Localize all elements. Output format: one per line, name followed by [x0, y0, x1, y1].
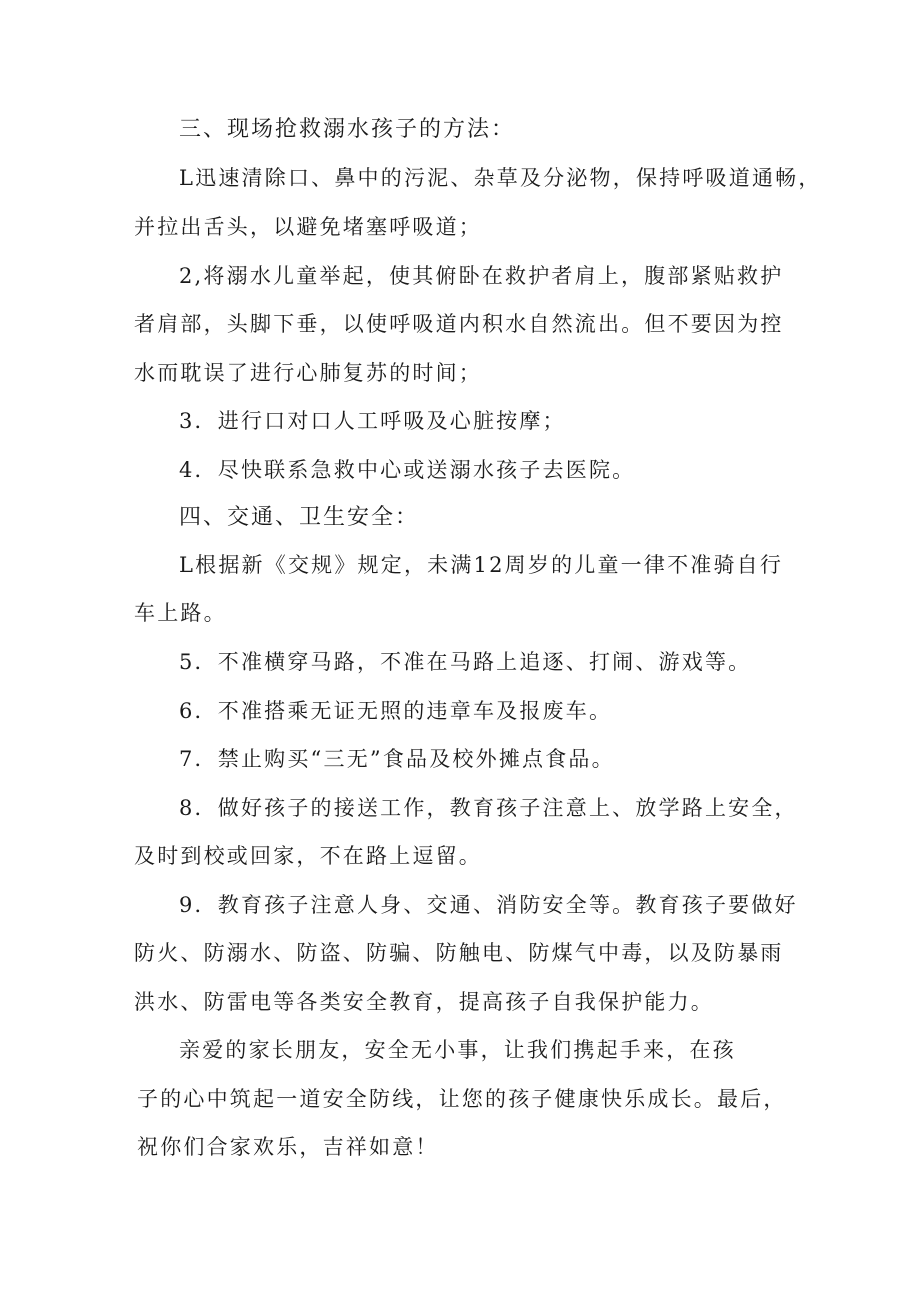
paragraph-line: 防火、防溺水、防盗、防骗、防触电、防煤气中毒，以及防暴雨	[134, 941, 784, 965]
paragraph-line: 7．禁止购买“三无”食品及校外摊点食品。	[179, 747, 615, 771]
paragraph-line: 9．教育孩子注意人身、交通、消防安全等。教育孩子要做好	[179, 893, 798, 917]
paragraph-line: 者肩部，头脚下垂，以使呼吸道内积水自然流出。但不要因为控	[134, 312, 784, 336]
paragraph-line: L根据新《交规》规定，未满12周岁的儿童一律不准骑自行	[179, 553, 784, 577]
paragraph-line: 祝你们合家欢乐，吉祥如意！	[137, 1135, 439, 1159]
paragraph-line: 及时到校或回家，不在路上逗留。	[134, 844, 482, 868]
paragraph-line: 8．做好孩子的接送工作，教育孩子注意上、放学路上安全，	[179, 796, 798, 820]
paragraph-line: 车上路。	[134, 601, 227, 625]
paragraph-line: 亲爱的家长朋友，安全无小事，让我们携起手来，在孩	[179, 1038, 736, 1062]
paragraph-line: 水而耽误了进行心肺复苏的时间；	[134, 361, 482, 385]
paragraph-line: 2,将溺水儿童举起，使其俯卧在救护者肩上，腹部紧贴救护	[179, 264, 784, 288]
paragraph-line: 洪水、防雷电等各类安全教育，提高孩子自我保护能力。	[134, 990, 714, 1014]
paragraph-line: 子的心中筑起一道安全防线，让您的孩子健康快乐成长。最后，	[137, 1087, 787, 1111]
paragraph-line: 6．不准搭乘无证无照的违章车及报废车。	[179, 699, 613, 723]
paragraph-line: 并拉出舌头，以避免堵塞呼吸道；	[134, 215, 482, 239]
section-heading-traffic: 四、交通、卫生安全：	[179, 505, 420, 530]
paragraph-line: 3．进行口对口人工呼吸及心脏按摩；	[179, 409, 566, 433]
paragraph-line: 5．不准横穿马路，不准在马路上追逐、打闹、游戏等。	[179, 650, 752, 674]
section-heading-rescue: 三、现场抢救溺水孩子的方法：	[179, 117, 516, 142]
paragraph-line: 4．尽快联系急救中心或送溺水孩子去医院。	[179, 458, 636, 482]
paragraph-line: L迅速清除口、鼻中的污泥、杂草及分泌物，保持呼吸道通畅，	[179, 166, 822, 190]
